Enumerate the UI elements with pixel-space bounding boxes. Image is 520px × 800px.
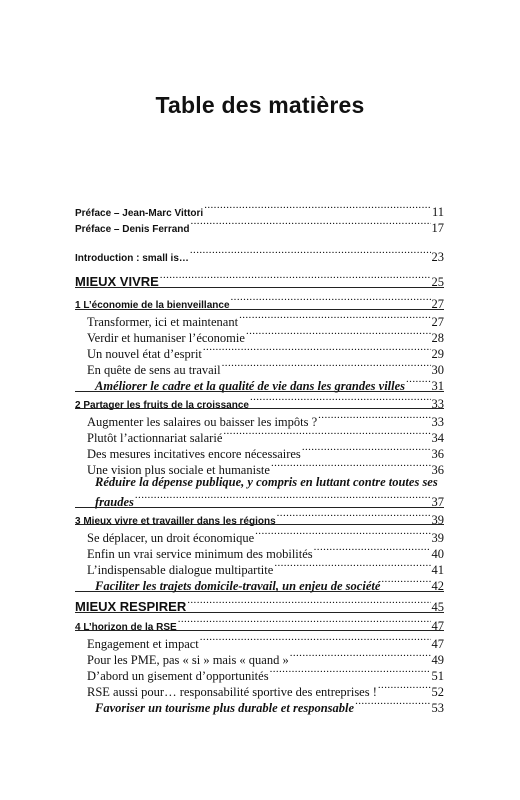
toc-entry-label: Un nouvel état d’esprit: [87, 347, 202, 361]
toc-entry[interactable]: [75, 245, 444, 267]
toc-page-number: 30: [431, 363, 444, 377]
toc-page-number: 23: [431, 250, 444, 264]
toc-entry-wrapped-label[interactable]: Réduire la dépense publique, y compris en luttant contre toutes ses: [95, 475, 438, 489]
toc-page-number: 42: [431, 579, 444, 593]
toc-page-number: 33: [431, 397, 444, 411]
toc-entry-label: D’abord un gisement d’opportunités: [87, 669, 269, 683]
toc-entry-label: Une vision plus sociale et humaniste: [87, 463, 270, 477]
toc-page-number: 37: [431, 495, 444, 509]
toc-page-number: 27: [431, 315, 444, 329]
toc-entry-label: Engagement et impact: [87, 637, 199, 651]
toc-page-number: 41: [431, 563, 444, 577]
dot-leader: [318, 410, 430, 426]
toc-entry-label: Faciliter les trajets domicile-travail, un enjeu de société: [95, 579, 381, 593]
dot-leader: [277, 508, 431, 524]
toc-page-number: 51: [431, 669, 444, 683]
toc-entry-label: Plutôt l’actionnariat salarié: [87, 431, 223, 445]
divider: [75, 591, 444, 592]
dot-leader: [190, 245, 431, 261]
divider: [75, 524, 444, 525]
dot-leader: [274, 558, 430, 574]
toc-entry-label: Favoriser un tourisme plus durable et responsable: [95, 701, 355, 715]
toc-entry-label: Améliorer le cadre et la qualité de vie dans les grandes villes: [95, 379, 406, 393]
toc-entry-label: 4 L’horizon de la RSE: [75, 622, 177, 633]
toc-entry-label: Augmenter les salaires ou baisser les impôts ?: [87, 415, 318, 429]
toc-page-number: 39: [431, 531, 444, 545]
toc-entry-label: Se déplacer, un droit économique: [87, 531, 255, 545]
toc-page-number: 53: [431, 701, 444, 715]
dot-leader: [314, 542, 431, 558]
dot-leader: [355, 696, 430, 712]
toc-entry-label: Pour les PME, pas « si » mais « quand »: [87, 653, 289, 667]
toc-page-number: 33: [431, 415, 444, 429]
toc-entry-label: 3 Mieux vivre et travailler dans les régions: [75, 516, 276, 527]
toc-page-number: 36: [431, 463, 444, 477]
toc-page-number: 34: [431, 431, 444, 445]
page-title: Table des matières: [155, 92, 365, 118]
dot-leader: [135, 490, 431, 506]
dot-leader: [255, 526, 430, 542]
toc-entry-label: MIEUX RESPIRER: [75, 599, 187, 614]
toc-entry-label: En quête de sens au travail: [87, 363, 221, 377]
dot-leader: [231, 292, 431, 308]
dot-leader: [406, 374, 430, 390]
divider: [75, 287, 444, 288]
dot-leader: [204, 200, 431, 216]
toc-page-number: 40: [431, 547, 444, 561]
toc-entry-label: Verdir et humaniser l’économie: [87, 331, 245, 345]
toc-entry-label: Introduction : small is…: [75, 253, 189, 264]
dot-leader: [187, 595, 430, 611]
toc-page-number: 45: [431, 600, 444, 614]
dot-leader: [160, 270, 431, 286]
toc-page-number: 47: [431, 637, 444, 651]
toc-page-number: 28: [431, 331, 444, 345]
dot-leader: [191, 216, 431, 232]
divider: [75, 408, 444, 409]
toc-page-number: 11: [431, 205, 444, 219]
toc-entry[interactable]: [75, 216, 444, 238]
dot-leader: [203, 342, 431, 358]
dot-leader: [271, 458, 431, 474]
toc-page-number: 36: [431, 447, 444, 461]
toc-entry-label: Enfin un vrai service minimum des mobilités: [87, 547, 313, 561]
toc-page-number: 27: [431, 297, 444, 311]
dot-leader: [223, 426, 430, 442]
toc-entry-label: Transformer, ici et maintenant: [87, 315, 239, 329]
toc-page-number: 52: [431, 685, 444, 699]
toc-page-number: 25: [431, 275, 444, 289]
dot-leader: [239, 310, 430, 326]
toc-entry-label: MIEUX VIVRE: [75, 274, 159, 289]
dot-leader: [246, 326, 431, 342]
toc-page-number: 29: [431, 347, 444, 361]
toc-page-number: 17: [431, 221, 444, 235]
toc-page-number: 47: [431, 619, 444, 633]
toc-entry-label: 2 Partager les fruits de la croissance: [75, 400, 249, 411]
toc-entry-label: 1 L’économie de la bienveillance: [75, 300, 230, 311]
dot-leader: [200, 632, 431, 648]
dot-leader: [302, 442, 431, 458]
dot-leader: [381, 574, 430, 590]
dot-leader: [250, 392, 431, 408]
dot-leader: [178, 614, 431, 630]
toc-entry-label: L’indispensable dialogue multipartite: [87, 563, 274, 577]
toc-entry-label: RSE aussi pour… responsabilité sportive des entreprises !: [87, 685, 377, 699]
divider: [75, 612, 444, 613]
toc-page-number: 49: [431, 653, 444, 667]
toc-page-number: 31: [431, 379, 444, 393]
toc-entry-label: Préface – Denis Ferrand: [75, 224, 190, 235]
toc-page-number: 39: [431, 513, 444, 527]
dot-leader: [378, 680, 431, 696]
divider: [75, 630, 444, 631]
toc-entry-label: Préface – Jean-Marc Vittori: [75, 208, 204, 219]
toc-entry-label: fraudes: [95, 495, 134, 509]
dot-leader: [222, 358, 431, 374]
dot-leader: [270, 664, 431, 680]
dot-leader: [290, 648, 431, 664]
toc-entry-label: Des mesures incitatives encore nécessaires: [87, 447, 301, 461]
toc-entry[interactable]: [95, 696, 444, 716]
